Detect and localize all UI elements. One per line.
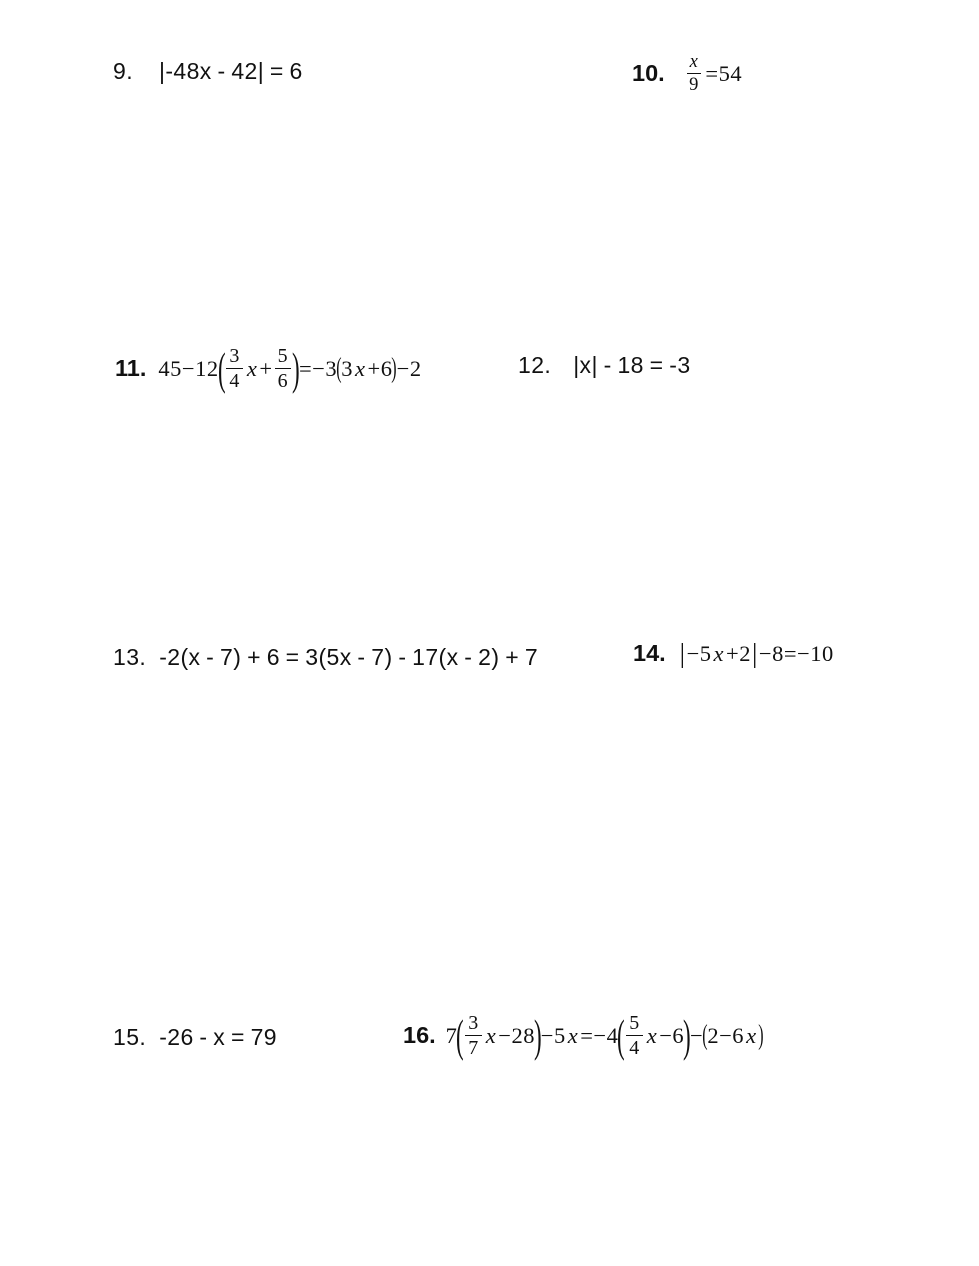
- fraction-denominator: 4: [229, 370, 240, 392]
- equation-term: −6: [659, 1022, 685, 1048]
- problem-14-number: 14.: [633, 640, 666, 666]
- left-paren: (: [617, 1009, 626, 1061]
- fraction-denominator: 7: [468, 1037, 479, 1059]
- problem-11-number: 11.: [115, 355, 147, 381]
- equation-term: 3: [341, 355, 353, 381]
- problem-9-equation: |-48x - 42| = 6: [158, 58, 303, 84]
- problem-15-equation: -26 - x = 79: [159, 1024, 277, 1050]
- problem-11-equation: [158, 342, 422, 394]
- left-paren: (: [456, 1009, 465, 1061]
- fraction: [465, 1012, 482, 1059]
- equation-term: −5: [540, 1022, 566, 1048]
- equation-term: +: [259, 355, 273, 381]
- problem-13-equation: -2(x - 7) + 6 = 3(5x - 7) - 17(x - 2) + 7: [159, 644, 539, 670]
- right-paren: ): [292, 342, 300, 394]
- equation-term: 45−12: [158, 355, 219, 381]
- problem-15-number: 15.: [113, 1024, 147, 1050]
- abs-bar: |: [679, 638, 686, 668]
- problem-9-number: 9.: [113, 58, 133, 84]
- left-paren: (: [217, 342, 226, 394]
- fraction: [626, 1012, 643, 1059]
- problem-10-number: 10.: [632, 60, 665, 87]
- fraction: [275, 345, 292, 392]
- fraction-numerator: 3: [226, 345, 243, 369]
- equation-term: 2−6: [707, 1022, 745, 1048]
- problem-12: [518, 352, 691, 379]
- equation-term: =−3: [298, 355, 338, 381]
- fraction: [685, 52, 704, 96]
- left-paren: (: [702, 1019, 709, 1051]
- equation-term: −: [689, 1022, 704, 1048]
- equation-term: −5: [686, 640, 712, 666]
- problem-14-equation: [679, 640, 834, 667]
- problem-13: [113, 644, 538, 671]
- problem-14: [633, 640, 834, 667]
- problem-10: [632, 52, 742, 96]
- equation-term: 7: [445, 1022, 458, 1048]
- right-paren: ): [533, 1009, 542, 1061]
- equation-rhs: =54: [705, 60, 743, 86]
- problem-9: [113, 58, 303, 85]
- problem-16-number: 16.: [403, 1022, 436, 1048]
- equation-term: −2: [396, 355, 422, 381]
- problem-10-equation: [683, 52, 742, 96]
- variable-x: x: [713, 640, 725, 666]
- fraction-denominator: 6: [277, 370, 289, 392]
- fraction: [226, 345, 243, 392]
- equation-term: +6: [367, 355, 393, 381]
- equation-term: =−4: [580, 1022, 619, 1048]
- problem-15: [113, 1024, 277, 1051]
- fraction-numerator: x: [687, 52, 702, 74]
- equation-term: −28: [498, 1022, 535, 1048]
- variable-x: x: [485, 1022, 497, 1048]
- fraction-denominator: 9: [689, 75, 699, 96]
- variable-x: x: [355, 355, 366, 381]
- abs-bar: |: [751, 638, 758, 668]
- fraction-numerator: 5: [626, 1012, 643, 1036]
- problem-16-equation: [445, 1009, 764, 1061]
- problem-13-number: 13.: [113, 644, 147, 670]
- problem-16: [403, 1009, 764, 1061]
- fraction-numerator: 3: [465, 1012, 482, 1036]
- problem-12-number: 12.: [518, 352, 552, 378]
- problem-12-equation: |x| - 18 = -3: [573, 352, 691, 378]
- left-paren: (: [336, 352, 342, 384]
- right-paren: ): [757, 1019, 764, 1051]
- variable-x: x: [567, 1022, 579, 1048]
- fraction-denominator: 4: [629, 1037, 640, 1059]
- equation-term: +2: [726, 640, 751, 666]
- variable-x: x: [646, 1022, 658, 1048]
- right-paren: ): [683, 1009, 692, 1061]
- variable-x: x: [246, 355, 258, 381]
- problem-11: [115, 342, 422, 394]
- equation-term: −8=−10: [758, 640, 834, 666]
- fraction-numerator: 5: [275, 345, 292, 369]
- variable-x: x: [746, 1022, 757, 1048]
- right-paren: ): [391, 352, 398, 384]
